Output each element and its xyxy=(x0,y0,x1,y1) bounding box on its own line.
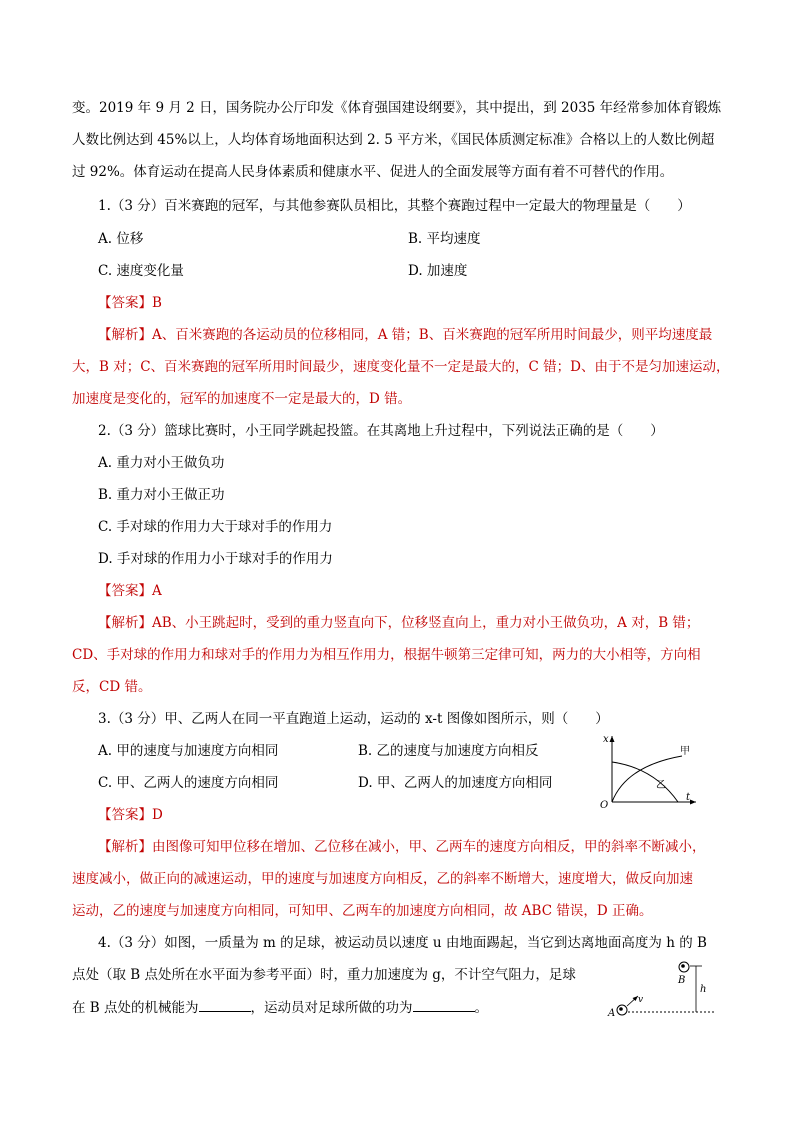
q3-x-label: x xyxy=(603,734,609,745)
q1-answer xyxy=(98,293,162,313)
q3-answer xyxy=(98,805,163,825)
q1-analysis-line-1 xyxy=(72,325,712,345)
q3-analysis-tag: 【解析】 xyxy=(98,839,152,855)
q3-t-axis-arrow xyxy=(690,800,696,805)
q4-stem-line-3 xyxy=(72,997,488,1018)
q2-answer-value: A xyxy=(152,583,162,599)
intro-line-1: 变。2019 年 9 月 2 日，国务院办公厅印发《体育强国建设纲要》，其中提出，到 2035 年经常参加体育锻炼 xyxy=(72,100,722,116)
q2-analysis-line-1 xyxy=(72,613,699,633)
q1-analysis-text-1: A、百米赛跑的各运动员的位移相同，A 错；B、百米赛跑的冠军所用时间最少，则平均速度最 xyxy=(152,327,713,343)
q2-analysis-line-3: 反，CD 错。 xyxy=(72,679,152,695)
q4-stem-part-a: 在 B 点处的机械能为 xyxy=(72,1000,199,1016)
q2-option-c: C. 手对球的作用力大于球对手的作用力 xyxy=(98,519,333,535)
q1-analysis-tag: 【解析】 xyxy=(98,327,152,343)
q2-option-d: D. 手对球的作用力小于球对手的作用力 xyxy=(98,551,333,567)
q4-ball-a-patch xyxy=(619,1007,623,1011)
q1-answer-tag: 【答案】 xyxy=(98,295,152,311)
q2-analysis-tag: 【解析】 xyxy=(98,615,152,631)
q3-option-a: A. 甲的速度与加速度方向相同 xyxy=(98,743,279,759)
q3-curve-jia xyxy=(612,756,682,802)
intro-line-2: 人数比例达到 45%以上，人均体育场地面积达到 2. 5 平方米，《国民体质测定标准》合格以上的人数比例超 xyxy=(72,132,715,148)
q1-option-c: C. 速度变化量 xyxy=(98,263,184,279)
q4-football-figure xyxy=(598,958,716,1020)
q3-analysis-text-1: 由图像可知甲位移在增加、乙位移在减小，甲、乙两车的速度方向相反，甲的斜率不断减小， xyxy=(152,839,706,855)
q4-stem-line-1: 4.（3 分）如图，一质量为 m 的足球，被运动员以速度 u 由地面踢起，当它到达离地面高度为 h 的 B xyxy=(98,935,707,951)
q3-yi-label: 乙 xyxy=(656,780,666,791)
q3-analysis-line-3: 运动，乙的速度与加速度方向相同，可知甲、乙两车的加速度方向相同，故 ABC 错误，D 正确。 xyxy=(72,903,653,919)
q3-answer-value: D xyxy=(152,807,163,823)
q3-t-label: t xyxy=(686,792,691,803)
q4-label-h: h xyxy=(700,984,707,995)
q3-origin-label: O xyxy=(600,800,609,810)
q4-label-a: A xyxy=(608,1008,616,1019)
q2-stem: 2.（3 分）篮球比赛时，小王同学跳起投篮。在其离地上升过程中，下列说法正确的是（ ） xyxy=(98,423,664,439)
q1-answer-value: B xyxy=(152,295,162,311)
q3-jia-label: 甲 xyxy=(680,746,690,757)
q3-x-axis-arrow xyxy=(610,736,615,742)
q1-analysis-line-3: 加速度是变化的，冠军的加速度不一定是最大的，D 错。 xyxy=(72,391,412,407)
q2-answer xyxy=(98,581,162,601)
q2-answer-tag: 【答案】 xyxy=(98,583,152,599)
q1-option-a: A. 位移 xyxy=(98,231,144,247)
q3-analysis-line-2: 速度减小，做正向的减速运动，甲的速度与加速度方向相反，乙的斜率不断增大，速度增大，做反向加速 xyxy=(72,871,693,887)
q3-option-d: D. 甲、乙两人的加速度方向相同 xyxy=(358,775,553,791)
q1-option-b: B. 平均速度 xyxy=(408,231,481,247)
q3-stem: 3.（3 分）甲、乙两人在同一平直跑道上运动，运动的 x-t 图像如图所示，则（ ） xyxy=(98,711,609,727)
q4-stem-part-c: 。 xyxy=(474,1000,489,1016)
q2-analysis-text-1: AB、小王跳起时，受到的重力竖直向下，位移竖直向上，重力对小王做负功，A 对，B 错； xyxy=(152,615,700,631)
q4-label-b: B xyxy=(678,975,686,986)
q3-option-c: C. 甲、乙两人的速度方向相同 xyxy=(98,775,279,791)
q2-option-b: B. 重力对小王做正功 xyxy=(98,487,225,503)
q2-analysis-line-2: CD、手对球的作用力和球对手的作用力为相互作用力，根据牛顿第三定律可知，两力的大小相等，方向相 xyxy=(72,647,701,663)
q3-option-b: B. 乙的速度与加速度方向相反 xyxy=(358,743,539,759)
q1-option-d: D. 加速度 xyxy=(408,263,468,279)
q3-xt-graph xyxy=(594,728,704,810)
q3-answer-tag: 【答案】 xyxy=(98,807,152,823)
q4-blank-2[interactable] xyxy=(413,997,475,1012)
q4-blank-1[interactable] xyxy=(199,997,251,1012)
q4-stem-line-2: 点处（取 B 点处所在水平面为参考平面）时，重力加速度为 g，不计空气阻力，足球 xyxy=(72,967,576,983)
q4-ball-b-patch xyxy=(681,964,685,968)
q1-analysis-line-2: 大，B 对；C、百米赛跑的冠军所用时间最少，速度变化量不一定是最大的，C 错；D、由于不是匀加速运动， xyxy=(72,359,730,375)
q2-option-a: A. 重力对小王做负功 xyxy=(98,455,225,471)
q4-label-v: v xyxy=(638,995,644,1005)
q4-stem-part-b: ，运动员对足球所做的功为 xyxy=(250,1000,413,1016)
q1-stem: 1.（3 分）百米赛跑的冠军，与其他参赛队员相比，其整个赛跑过程中一定最大的物理量是（ ） xyxy=(98,198,691,214)
intro-line-3: 过 92%。体育运动在提高人民身体素质和健康水平、促进人的全面发展等方面有着不可替代的作用。 xyxy=(72,164,674,180)
q3-analysis-line-1 xyxy=(72,837,706,857)
